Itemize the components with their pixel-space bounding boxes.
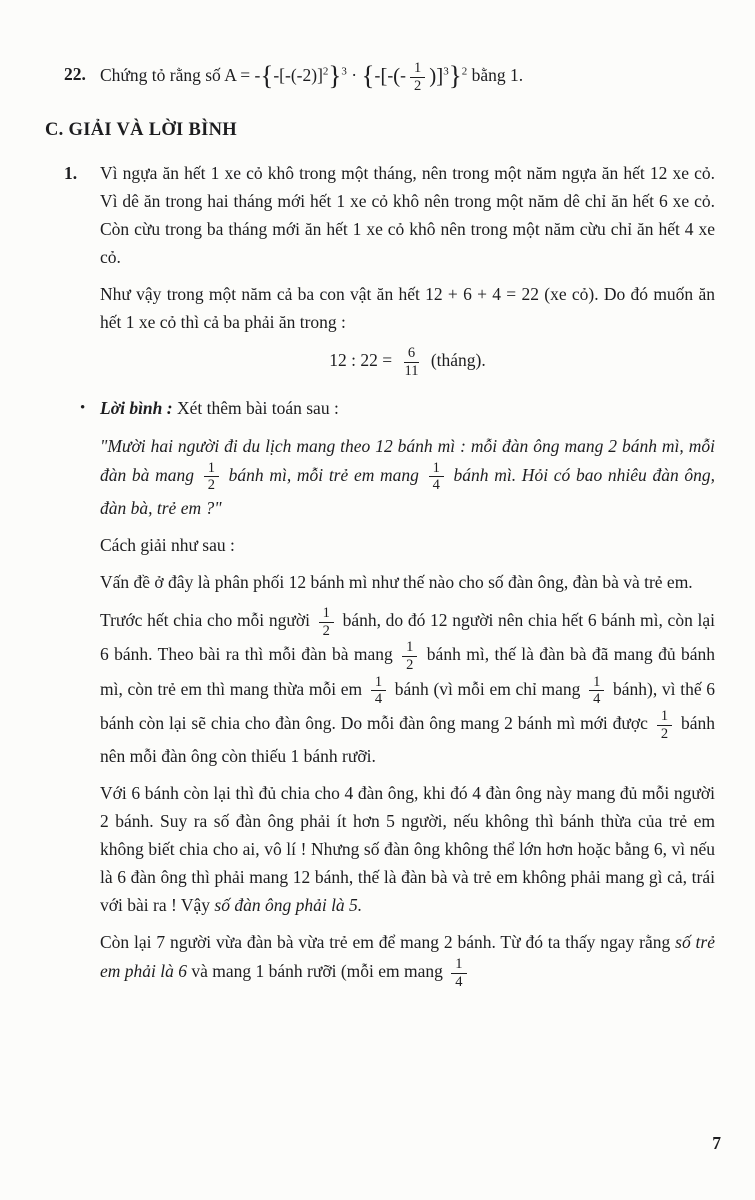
text-run: · xyxy=(346,65,362,86)
text-run: số trẻ em phải là 6 xyxy=(100,932,716,982)
analysis-paragraph-1: Vấn đề ở đây là phân phối 12 bánh mì như thế nào cho số đàn ông, đàn bà và trẻ em. xyxy=(100,572,693,593)
analysis-paragraph-3 xyxy=(100,779,715,919)
text-run: Còn lại 7 người vừa đàn bà vừa trẻ em để mang 2 bánh. Từ đó ta thấy ngay rằng xyxy=(100,932,676,953)
text-run: bánh nên mỗi đàn ông còn thiếu 1 bánh rưỡi. xyxy=(100,713,715,767)
text-run: Trước hết chia cho mỗi người xyxy=(100,610,315,631)
cach-giai-line: Cách giải như sau : xyxy=(100,535,235,556)
text-run: bánh mì, thế là đàn bà đã mang đủ bánh mì, còn trẻ em thì mang thừa mỗi em xyxy=(100,644,716,699)
superscript: 3 xyxy=(443,65,449,78)
superscript: 3 xyxy=(341,65,347,78)
loi-binh-label: Lời bình : xyxy=(100,397,173,418)
superscript: 2 xyxy=(461,65,468,78)
text-run: ) xyxy=(429,63,437,88)
solution-item-1 xyxy=(64,159,715,280)
text-run: và mang 1 bánh rưỡi (mỗi em mang xyxy=(187,961,448,982)
text-run: bánh, do đó 12 người nên chia hết 6 bánh mì, còn lại 6 bánh. Theo bài ra thì mỗi đàn bà mang xyxy=(100,610,715,665)
solution-paragraph-2: Như vậy trong một năm cả ba con vật ăn hết 12 + 6 + 4 = 22 (xe cỏ). Do đó muốn ăn hết 1 xe cỏ thì cả ba phải ăn trong : xyxy=(100,284,715,333)
text-run: -[-(-2)] xyxy=(273,65,323,86)
quoted-problem xyxy=(100,432,715,522)
fraction: $\frac{1}{4}$ xyxy=(429,460,444,494)
text-run: - xyxy=(400,65,406,86)
text-run: Với 6 bánh còn lại thì đủ chia cho 4 đàn ông, khi đó 4 đàn ông này mang đủ mỗi người 2 bánh. Suy ra số đàn ông phải ít hơn 5 người, nếu không thì bánh thừa của trẻ em không biết chia cho ai, vô lí ! Nhưng số đàn ông không thể lớn hơn hoặc bằng 6, vì nếu là 6 đàn ông thì phải mang 12 bánh, thế là đàn bà và trẻ em không phải mang gì cả, trái với bài ra ! Vậy xyxy=(100,783,715,916)
text-run: ( xyxy=(393,63,401,88)
text-run: [ xyxy=(380,63,388,88)
fraction: $\frac{1}{2}$ xyxy=(319,605,334,639)
text-run: 12 : 22 = xyxy=(329,350,397,371)
fraction: $\frac{1}{2}$ xyxy=(204,460,219,494)
equation-line xyxy=(100,345,715,379)
text-run: { xyxy=(260,60,274,91)
text-run: ] xyxy=(436,63,444,88)
text-run: - xyxy=(387,65,394,86)
text-run: } xyxy=(448,60,462,91)
bullet-marker: • xyxy=(80,399,86,416)
text-run: bánh mì, mỗi trẻ em mang xyxy=(222,464,425,485)
text-run: (tháng). xyxy=(426,350,486,371)
fraction: $\frac{1}{4}$ xyxy=(371,674,386,708)
text-run: } xyxy=(328,60,342,91)
fraction: $\frac{1}{4}$ xyxy=(451,956,466,990)
text-run: số đàn ông phải là 5. xyxy=(214,895,363,916)
fraction: $\frac{1}{2}$ xyxy=(657,708,672,742)
superscript: 2 xyxy=(322,65,329,78)
loi-binh-intro-line xyxy=(100,394,715,422)
problem-number: 22. xyxy=(64,64,86,84)
fraction: $\frac{1}{4}$ xyxy=(589,674,604,708)
problem-22-formula xyxy=(100,60,715,94)
solution-paragraph-1: Vì ngựa ăn hết 1 xe cỏ khô trong một tháng, nên trong một năm ngựa ăn hết 12 xe cỏ. Vì dê ăn trong hai tháng mới hết 1 xe cỏ khô nên trong một năm dê chỉ ăn hết 6 xe cỏ. Còn cừu trong ba tháng mới ăn hết 1 xe cỏ khô nên trong một năm cừu chỉ ăn hết 4 xe cỏ. xyxy=(100,163,715,268)
text-run: bằng 1. xyxy=(467,65,524,86)
fraction: $\frac{1}{2}$ xyxy=(402,639,417,673)
analysis-paragraph-4 xyxy=(100,928,715,990)
page-number: 7 xyxy=(712,1133,721,1153)
text-run: bánh), vì thế 6 bánh còn lại sẽ chia cho đàn ông. Do mỗi đàn ông mang 2 bánh mì mới được xyxy=(100,678,716,734)
text-run: bánh (vì mỗi em chỉ mang xyxy=(390,678,586,699)
loi-binh-row xyxy=(80,394,715,428)
text-run: { xyxy=(361,60,375,91)
text-run: "Mười hai người đi du lịch mang theo 12 bánh mì : mỗi đàn ông mang 2 bánh mì, mỗi đàn bà mang xyxy=(100,435,715,485)
problem-22 xyxy=(64,60,715,94)
text-run: Chứng tỏ rằng số A = - xyxy=(100,65,261,86)
section-heading: C. GIẢI VÀ LỜI BÌNH xyxy=(45,120,237,141)
item-number: 1. xyxy=(64,163,78,184)
text-run: - xyxy=(374,65,381,86)
text-run: bánh mì. Hỏi có bao nhiêu đàn ông, đàn bà, trẻ em ?" xyxy=(100,464,716,519)
loi-binh-intro: Xét thêm bài toán sau : xyxy=(172,397,339,418)
analysis-paragraph-2 xyxy=(100,605,715,770)
fraction: $\frac{1}{2}$ xyxy=(410,60,425,94)
fraction: $\frac{6}{11}$ xyxy=(404,345,419,380)
